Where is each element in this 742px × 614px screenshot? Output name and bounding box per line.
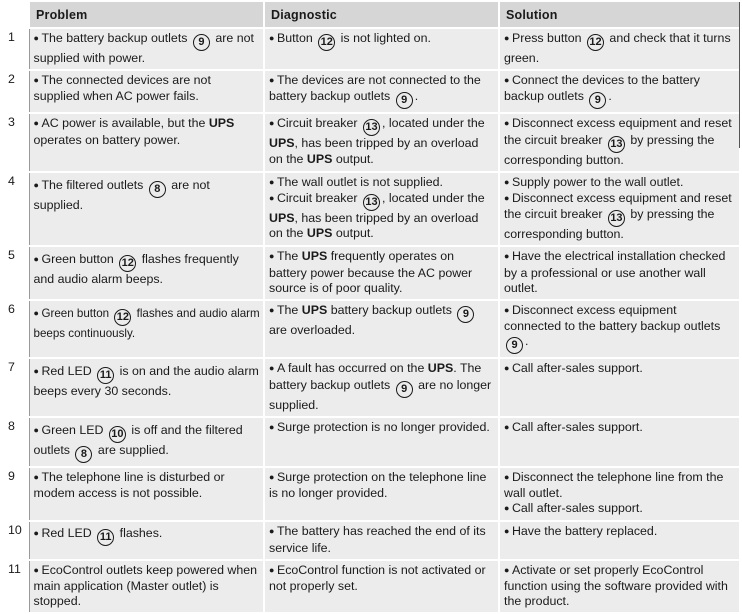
problem-cell: ● Red LED 11 flashes. xyxy=(29,521,264,559)
troubleshooting-page xyxy=(0,2,742,614)
bullet-icon xyxy=(504,524,512,538)
ups-term: UPS xyxy=(301,249,328,264)
ref-circle: 9 xyxy=(506,337,523,354)
solution-cell xyxy=(499,172,740,247)
solution-cell: ● Have the electrical installation checked by a professional or use another wall outlet. xyxy=(499,246,740,300)
troubleshooting-table xyxy=(0,2,741,614)
table-row xyxy=(0,560,740,614)
bullet-icon xyxy=(269,249,277,263)
table-row xyxy=(0,467,740,522)
problem-cell: ● EcoControl outlets keep powered when main application (Master outlet) is stopped. xyxy=(29,560,264,614)
bullet-line: ● The wall outlet is not supplied. xyxy=(269,175,495,191)
problem-cell: ● The connected devices are not supplied when AC power fails. xyxy=(29,70,264,113)
row-number: 8 xyxy=(0,417,29,467)
bullet-icon xyxy=(504,191,512,205)
ref-circle: 13 xyxy=(608,210,625,227)
row-number: 6 xyxy=(0,300,29,358)
problem-cell: ● The battery backup outlets 9 are not supplied with power. xyxy=(29,28,264,70)
header-solution: Solution xyxy=(499,2,740,28)
solution-cell: ● Connect the devices to the battery backup outlets 9 . xyxy=(499,70,740,113)
bullet-icon xyxy=(504,31,512,45)
row-number: 7 xyxy=(0,358,29,416)
ref-circle: 9 xyxy=(589,92,606,109)
ref-circle: 11 xyxy=(97,367,114,384)
ref-circle: 9 xyxy=(193,34,210,51)
solution-cell: ● Activate or set properly EcoControl function using the software provided with the product. xyxy=(499,560,740,614)
table-row xyxy=(0,28,740,70)
ref-circle: 9 xyxy=(396,381,413,398)
problem-cell: ● Green button 12 flashes frequently and audio alarm beeps. xyxy=(29,246,264,300)
problem-cell: ● AC power is available, but the UPS operates on battery power. xyxy=(29,113,264,171)
table-row xyxy=(0,300,740,358)
ref-circle: 13 xyxy=(363,194,380,211)
bullet-icon xyxy=(34,178,42,192)
ref-circle: 12 xyxy=(119,255,136,272)
bullet-line: ● Supply power to the wall outlet. xyxy=(504,175,736,191)
bullet-icon xyxy=(269,361,277,375)
bullet-icon xyxy=(269,191,277,205)
row-number: 3 xyxy=(0,113,29,171)
row-number: 5 xyxy=(0,246,29,300)
row-number: 1 xyxy=(0,28,29,70)
table-row xyxy=(0,358,740,416)
ref-circle: 11 xyxy=(97,529,114,546)
ups-term: UPS xyxy=(208,116,235,131)
bullet-icon xyxy=(34,470,42,484)
ref-circle: 12 xyxy=(587,34,604,51)
solution-cell: ● Have the battery replaced. xyxy=(499,521,740,559)
table-row xyxy=(0,172,740,247)
diagnostic-cell: ● A fault has occurred on the UPS. The battery backup outlets 9 are no longer supplied. xyxy=(264,358,499,416)
ups-term: UPS xyxy=(269,211,295,226)
ref-circle: 9 xyxy=(457,306,474,323)
row-number: 9 xyxy=(0,467,29,522)
table-row xyxy=(0,417,740,467)
header-number-cell xyxy=(0,2,29,28)
problem-cell: ● Red LED 11 is on and the audio alarm beeps every 30 seconds. xyxy=(29,358,264,416)
bullet-icon xyxy=(269,470,277,484)
row-number: 2 xyxy=(0,70,29,113)
bullet-icon xyxy=(269,73,277,87)
problem-cell: ● The filtered outlets 8 are not supplied. xyxy=(29,172,264,247)
bullet-icon xyxy=(269,524,277,538)
ups-term: UPS xyxy=(301,303,328,318)
bullet-icon xyxy=(269,420,277,434)
table-row xyxy=(0,521,740,559)
ref-circle: 8 xyxy=(75,446,92,463)
bullet-icon xyxy=(504,361,512,375)
row-number: 10 xyxy=(0,521,29,559)
diagnostic-cell: ● EcoControl function is not activated or not properly set. xyxy=(264,560,499,614)
bullet-icon xyxy=(504,116,512,130)
ups-term: UPS xyxy=(306,226,333,241)
diagnostic-cell: ● Button 12 is not lighted on. xyxy=(264,28,499,70)
bullet-icon xyxy=(504,73,512,87)
header-problem: Problem xyxy=(29,2,264,28)
bullet-icon xyxy=(269,31,277,45)
diagnostic-cell: ● The battery has reached the end of its service life. xyxy=(264,521,499,559)
bullet-line: ● Disconnect excess equipment and reset the circuit breaker 13 by pressing the corresponding button. xyxy=(504,191,736,242)
page-edge-line xyxy=(739,2,740,148)
row-number: 4 xyxy=(0,172,29,247)
ups-term: UPS xyxy=(269,136,295,151)
diagnostic-cell: ● Circuit breaker 13 , located under the UPS, has been tripped by an overload on the UPS output. xyxy=(264,113,499,171)
diagnostic-cell: ● The UPS frequently operates on battery power because the AC power source is of poor quality. xyxy=(264,246,499,300)
ups-term: UPS xyxy=(427,361,454,376)
table-row xyxy=(0,70,740,113)
table-header-row xyxy=(0,2,740,28)
bullet-icon xyxy=(269,563,277,577)
diagnostic-cell: ● Surge protection on the telephone line is no longer provided. xyxy=(264,467,499,522)
solution-cell: ● Call after-sales support. xyxy=(499,417,740,467)
header-diagnostic: Diagnostic xyxy=(264,2,499,28)
bullet-icon xyxy=(504,501,512,515)
ref-circle: 9 xyxy=(396,92,413,109)
bullet-icon xyxy=(504,249,512,263)
problem-cell: ● The telephone line is disturbed or modem access is not possible. xyxy=(29,467,264,522)
problem-cell: ● Green button 12 flashes and audio alarm beeps continuously. xyxy=(29,300,264,358)
solution-cell: ● Press button 12 and check that it turns green. xyxy=(499,28,740,70)
solution-cell: ● Disconnect excess equipment connected to the battery backup outlets 9 . xyxy=(499,300,740,358)
ups-term: UPS xyxy=(306,151,333,166)
diagnostic-cell: ● Surge protection is no longer provided. xyxy=(264,417,499,467)
solution-cell: ● Call after-sales support. xyxy=(499,358,740,416)
bullet-icon xyxy=(34,563,42,577)
bullet-icon xyxy=(504,420,512,434)
bullet-icon xyxy=(269,303,277,317)
diagnostic-cell: ● The UPS battery backup outlets 9 are overloaded. xyxy=(264,300,499,358)
ref-circle: 13 xyxy=(363,119,380,136)
diagnostic-cell: ● The devices are not connected to the battery backup outlets 9 . xyxy=(264,70,499,113)
row-number: 11 xyxy=(0,560,29,614)
bullet-line: ● Circuit breaker 13 , located under the UPS, has been tripped by an overload on the UPS output. xyxy=(269,191,495,241)
bullet-line: ● Disconnect the telephone line from the wall outlet. xyxy=(504,470,736,501)
bullet-icon xyxy=(504,470,512,484)
bullet-icon xyxy=(504,563,512,577)
ref-circle: 13 xyxy=(608,136,625,153)
solution-cell: ● Disconnect excess equipment and reset the circuit breaker 13 by pressing the corresponding button. xyxy=(499,113,740,171)
bullet-icon xyxy=(34,31,42,45)
solution-cell xyxy=(499,467,740,522)
ref-circle: 10 xyxy=(109,426,126,443)
bullet-icon xyxy=(269,116,277,130)
ref-circle: 12 xyxy=(114,309,131,326)
bullet-icon xyxy=(34,423,42,437)
diagnostic-cell xyxy=(264,172,499,247)
table-row xyxy=(0,113,740,171)
ref-circle: 12 xyxy=(318,34,335,51)
bullet-icon xyxy=(504,175,512,189)
problem-cell: ● Green LED 10 is off and the filtered outlets 8 are supplied. xyxy=(29,417,264,467)
bullet-icon xyxy=(269,175,277,189)
bullet-line: ● Call after-sales support. xyxy=(504,501,736,517)
bullet-icon xyxy=(504,303,512,317)
ref-circle: 8 xyxy=(149,181,166,198)
table-row xyxy=(0,246,740,300)
